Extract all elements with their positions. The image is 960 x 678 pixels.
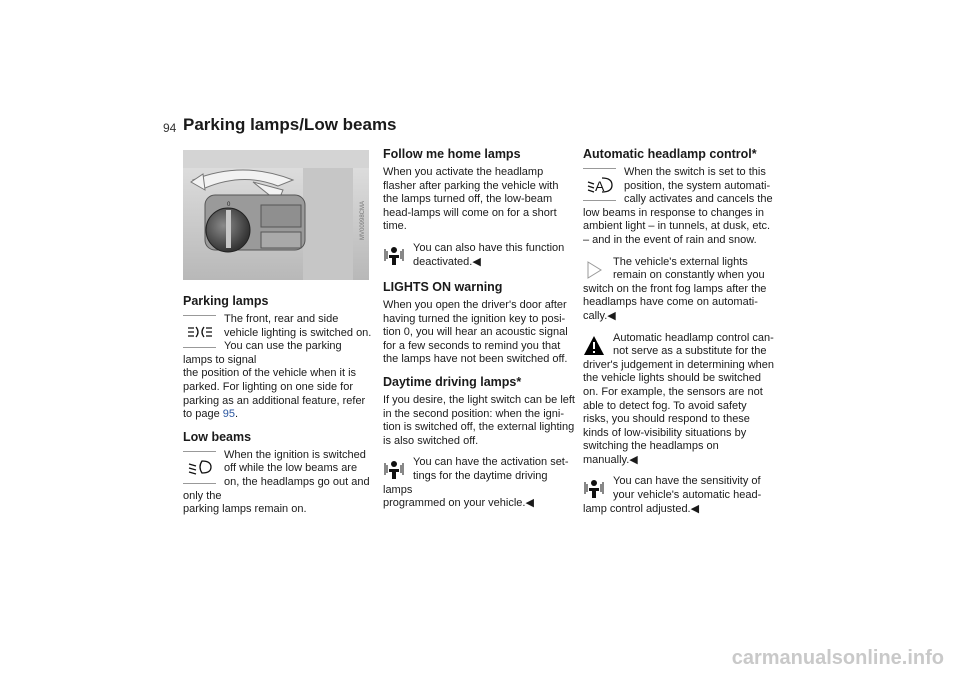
low-beams-text-2: parking lamps remain on. — [183, 503, 307, 516]
low-beams-section — [183, 449, 373, 503]
note-icon — [383, 245, 405, 267]
column-2 — [383, 147, 575, 511]
parking-lamps-end: . — [235, 408, 239, 421]
daytime-driving-text: If you desire, the light switch can be left in the second position: when the igni-tion is switched off, the external lighting is also switched off. — [383, 393, 575, 447]
photo-code: MV00998CMA — [360, 200, 366, 240]
external-lights-text-2: switch on the front fog lamps after the headlamps have come on automati-cally.◀ — [583, 282, 767, 322]
column-1 — [183, 294, 373, 517]
warning-section — [583, 332, 775, 359]
parking-lamps-text: The front, rear and side vehicle lighting is switched on. You can use the parking lamps to signal — [183, 313, 372, 366]
parking-lamps-section — [183, 313, 373, 367]
follow-me-home-heading: Follow me home lamps — [383, 147, 521, 161]
daytime-driving-note-text-2: programmed on your vehicle.◀ — [383, 497, 534, 510]
note-icon — [383, 459, 405, 481]
lights-on-warning-heading: LIGHTS ON warning — [383, 279, 503, 294]
warning-text-2: driver's judgement in determining when the vehicle lights should be switched on. For example, the sensors are not able to detect fog. To avoid safety risks, you should respond to these kinds of low-visibility situations by switching the headlamps on manually.◀ — [583, 358, 775, 466]
svg-text:0: 0 — [227, 202, 231, 208]
external-lights-text: The vehicle's external lights remain on constantly when you — [613, 255, 765, 282]
warning-text: Automatic headlamp control can-not serve as a substitute for the — [613, 331, 774, 358]
page-title: Parking lamps/Low beams — [183, 115, 397, 134]
daytime-driving-heading: Daytime driving lamps* — [383, 374, 522, 389]
follow-me-home-note — [383, 242, 575, 272]
sensitivity-section — [583, 475, 775, 502]
daytime-driving-note — [383, 456, 575, 497]
parking-lamp-icon — [183, 315, 216, 348]
low-beams-heading: Low beams — [183, 429, 252, 444]
light-switch-photo — [183, 150, 369, 280]
lights-on-warning-text: When you open the driver's door after having turned the ignition key to posi-tion 0, you will hear an acoustic signal for a few seconds to remind you that the lamps have not been switched off. — [383, 298, 568, 366]
low-beams-text: When the ignition is switched off while the low beams are on, the headlamps go out and only the — [183, 448, 370, 502]
svg-text:A: A — [594, 177, 604, 194]
parking-lamps-text-2: the position of the vehicle when it is parked. For lighting on one side for parking as an additional feature, refer to page — [183, 367, 366, 421]
page-number: 94 — [163, 121, 177, 135]
page-95-link[interactable]: 95 — [222, 408, 236, 421]
sensitivity-text: You can have the sensitivity of your vehicle's automatic head- — [613, 475, 762, 502]
automatic-headlamp-text-2: low beams in response to changes in ambient light – in tunnels, at dusk, etc. – and in the event of rain and snow. — [583, 206, 771, 246]
follow-me-home-note-text: You can also have this function deactivated.◀ — [413, 241, 565, 268]
triangle-icon — [583, 259, 605, 281]
automatic-headlamp-heading: Automatic headlamp control* — [583, 147, 757, 161]
warning-icon — [583, 335, 605, 357]
follow-me-home-text: When you activate the headlamp flasher after parking the vehicle with the lamps turned off, the low-beam head-lamps will come on for a short time. — [383, 166, 559, 233]
parking-lamps-heading: Parking lamps — [183, 294, 269, 308]
low-beam-icon — [183, 451, 216, 484]
automatic-headlamp-section — [583, 166, 775, 207]
external-lights-section — [583, 256, 775, 283]
automatic-headlamp-text: When the switch is set to this position, the system automati-cally activates and cancels the — [624, 166, 773, 206]
column-3 — [583, 147, 775, 516]
note-icon — [583, 478, 605, 500]
sensitivity-text-2: lamp control adjusted.◀ — [583, 502, 700, 515]
auto-headlamp-icon — [583, 168, 616, 201]
watermark: carmanualsonline.info — [731, 647, 944, 669]
parking-lamps-continued — [183, 367, 373, 421]
daytime-driving-note-text: You can have the activation set-tings for the daytime driving lamps — [383, 456, 569, 496]
